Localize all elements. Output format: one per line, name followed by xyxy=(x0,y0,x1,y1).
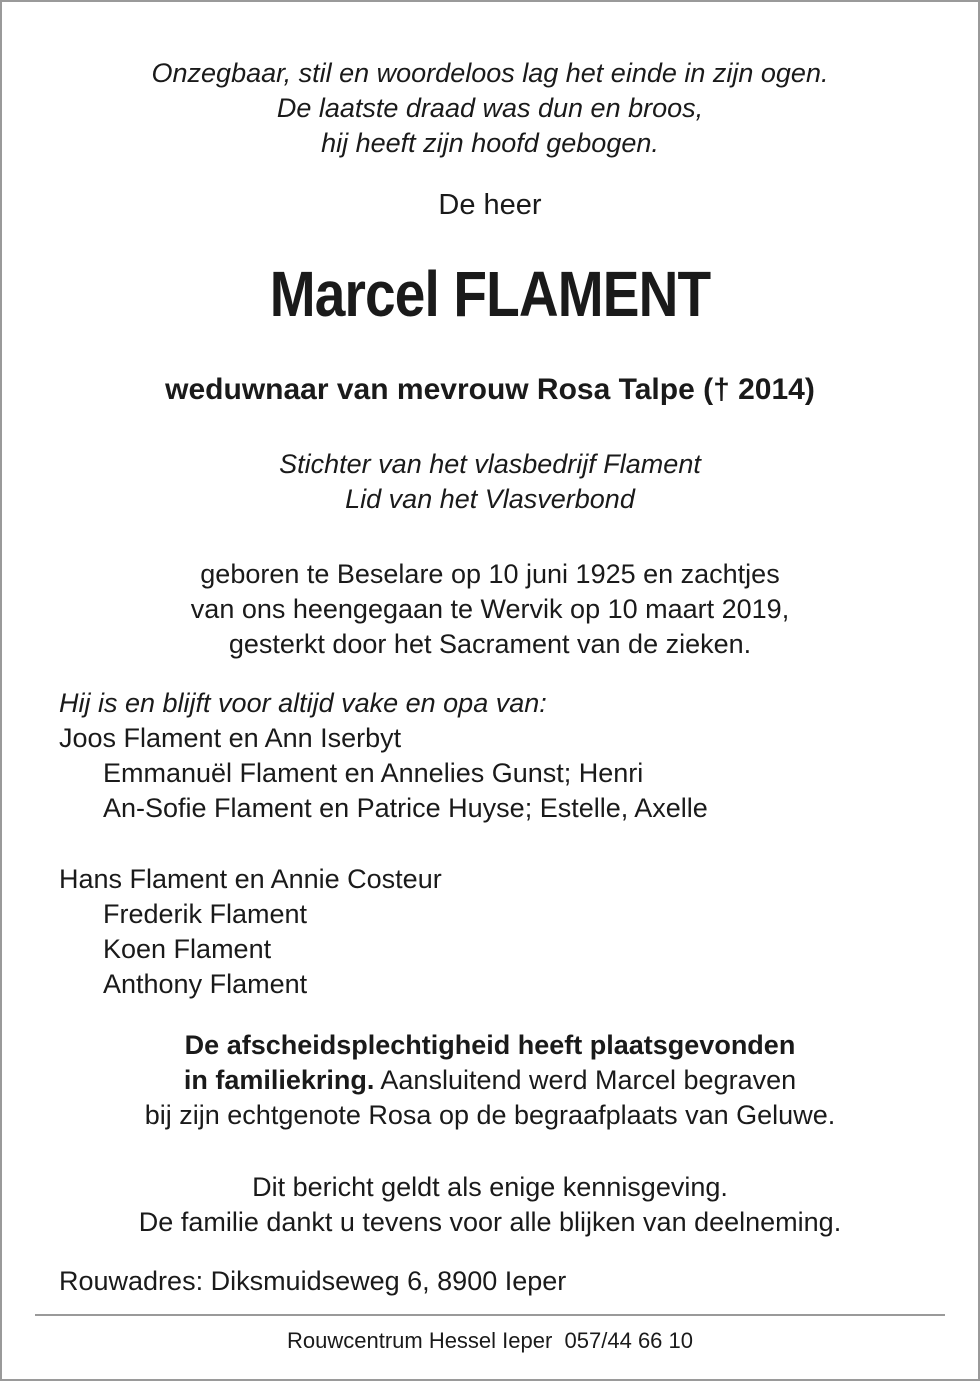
family-parents-1: Joos Flament en Ann Iserbyt xyxy=(59,723,402,753)
footer-divider xyxy=(35,1314,945,1316)
family-child-1-2: An-Sofie Flament en Patrice Huyse; Estelle, Axelle xyxy=(103,793,708,823)
spouse-line: weduwnaar van mevrouw Rosa Talpe († 2014) xyxy=(165,373,815,406)
family-child-2-1: Frederik Flament xyxy=(103,899,308,929)
family-child-2-3: Anthony Flament xyxy=(103,969,308,999)
birth-death-line-3: gesterkt door het Sacrament van de zieken. xyxy=(228,629,752,659)
ceremony-bold-part: in familiekring. xyxy=(183,1065,375,1095)
poem-line-3: hij heeft zijn hoofd gebogen. xyxy=(321,128,659,158)
birth-death-line-2: van ons heengegaan te Wervik op 10 maart 2019, xyxy=(190,594,790,624)
birth-death-line-1: geboren te Beselare op 10 juni 1925 en zachtjes xyxy=(200,559,780,589)
family-child-2-2: Koen Flament xyxy=(103,934,272,964)
salutation: De heer xyxy=(438,189,542,221)
ceremony-rest: Aansluitend werd Marcel begraven xyxy=(374,1065,797,1095)
poem-line-2: De laatste draad was dun en broos, xyxy=(276,93,704,123)
address: Rouwadres: Diksmuidseweg 6, 8900 Ieper xyxy=(59,1266,567,1296)
poem-line-1: Onzegbaar, stil en woordeloos lag het einde in zijn ogen. xyxy=(151,58,829,88)
deceased-name: Marcel FLAMENT xyxy=(269,258,711,330)
title-line-1: Stichter van het vlasbedrijf Flament xyxy=(279,449,701,479)
title-line-2: Lid van het Vlasverbond xyxy=(345,484,635,514)
notice-line-1: Dit bericht geldt als enige kennisgeving. xyxy=(252,1172,728,1202)
ceremony-line-2 xyxy=(2,1063,978,1098)
family-intro: Hij is en blijft voor altijd vake en opa van: xyxy=(59,688,547,718)
funeral-home-footer: Rouwcentrum Hessel Ieper 057/44 66 10 xyxy=(286,1328,693,1353)
ceremony-line-1: De afscheidsplechtigheid heeft plaatsgevonden xyxy=(184,1030,796,1060)
family-parents-2: Hans Flament en Annie Costeur xyxy=(59,864,442,894)
family-child-1-1: Emmanuël Flament en Annelies Gunst; Henri xyxy=(103,758,644,788)
ceremony-line-3: bij zijn echtgenote Rosa op de begraafplaats van Geluwe. xyxy=(144,1100,836,1130)
notice-line-2: De familie dankt u tevens voor alle blijken van deelneming. xyxy=(138,1207,842,1237)
